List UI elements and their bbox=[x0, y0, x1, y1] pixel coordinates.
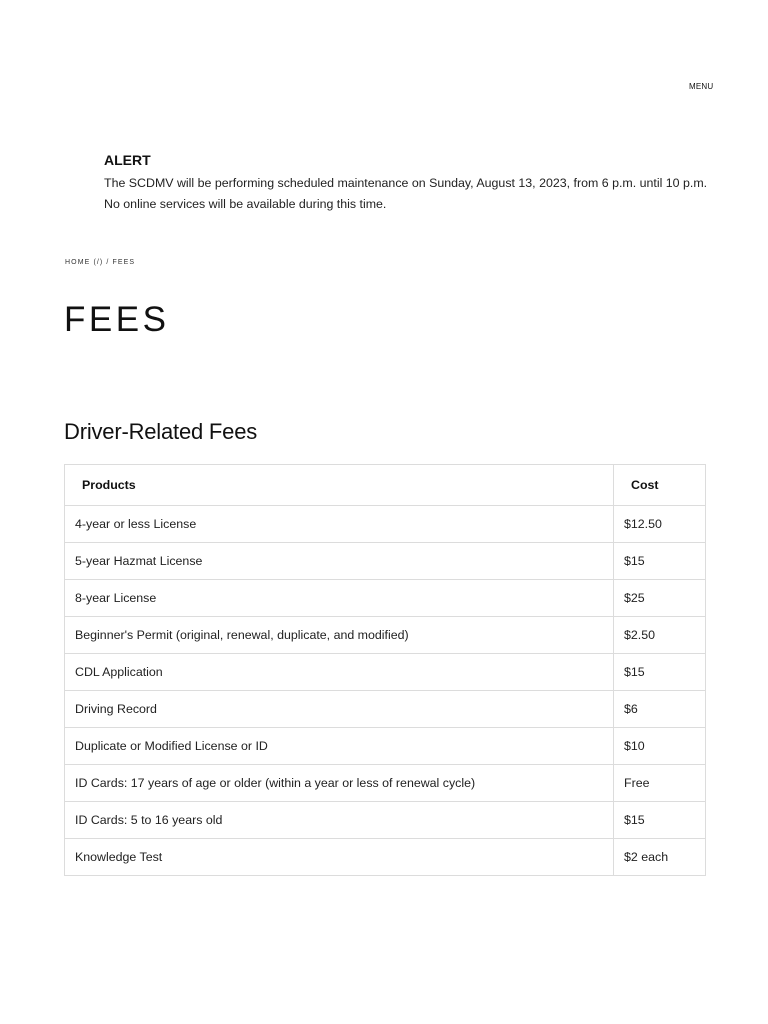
table-header-row bbox=[65, 465, 706, 506]
cost-cell: $12.50 bbox=[614, 506, 706, 543]
product-cell: CDL Application bbox=[65, 654, 614, 691]
table-row bbox=[65, 765, 706, 802]
table-row bbox=[65, 617, 706, 654]
cost-cell: $15 bbox=[614, 802, 706, 839]
product-cell: 8-year License bbox=[65, 580, 614, 617]
section-heading-driver-fees: Driver-Related Fees bbox=[64, 419, 258, 444]
column-header-products: Products bbox=[65, 465, 614, 506]
table-row bbox=[65, 506, 706, 543]
product-cell: Beginner's Permit (original, renewal, duplicate, and modified) bbox=[65, 617, 614, 654]
alert-message-line-1: The SCDMV will be performing scheduled maintenance on Sunday, August 13, 2023, from 6 p.m. until 10 p.m. bbox=[104, 176, 708, 190]
product-cell: Knowledge Test bbox=[65, 839, 614, 876]
cost-cell: $10 bbox=[614, 728, 706, 765]
menu-button[interactable]: MENU bbox=[689, 82, 714, 91]
product-cell: Duplicate or Modified License or ID bbox=[65, 728, 614, 765]
column-header-cost: Cost bbox=[614, 465, 706, 506]
product-cell: ID Cards: 5 to 16 years old bbox=[65, 802, 614, 839]
breadcrumb-current: FEES bbox=[112, 259, 136, 266]
page-title: FEES bbox=[64, 300, 170, 339]
cost-cell: $2.50 bbox=[614, 617, 706, 654]
table-row bbox=[65, 728, 706, 765]
table-row bbox=[65, 802, 706, 839]
product-cell: 5-year Hazmat License bbox=[65, 543, 614, 580]
alert-message bbox=[104, 173, 724, 215]
breadcrumb-separator: / bbox=[106, 259, 110, 266]
alert-message-line-2: No online services will be available during this time. bbox=[104, 197, 387, 211]
cost-cell: $25 bbox=[614, 580, 706, 617]
breadcrumb-home-link[interactable]: HOME (/) bbox=[65, 259, 104, 266]
cost-cell: $6 bbox=[614, 691, 706, 728]
product-cell: 4-year or less License bbox=[65, 506, 614, 543]
table-row bbox=[65, 691, 706, 728]
alert-title: ALERT bbox=[104, 152, 151, 168]
table-row bbox=[65, 543, 706, 580]
table-row bbox=[65, 839, 706, 876]
cost-cell: $15 bbox=[614, 543, 706, 580]
table-row bbox=[65, 654, 706, 691]
breadcrumb bbox=[65, 259, 135, 266]
cost-cell: $2 each bbox=[614, 839, 706, 876]
driver-fees-table bbox=[64, 464, 706, 876]
product-cell: Driving Record bbox=[65, 691, 614, 728]
cost-cell: Free bbox=[614, 765, 706, 802]
cost-cell: $15 bbox=[614, 654, 706, 691]
product-cell: ID Cards: 17 years of age or older (within a year or less of renewal cycle) bbox=[65, 765, 614, 802]
table-row bbox=[65, 580, 706, 617]
alert-banner bbox=[104, 150, 724, 215]
